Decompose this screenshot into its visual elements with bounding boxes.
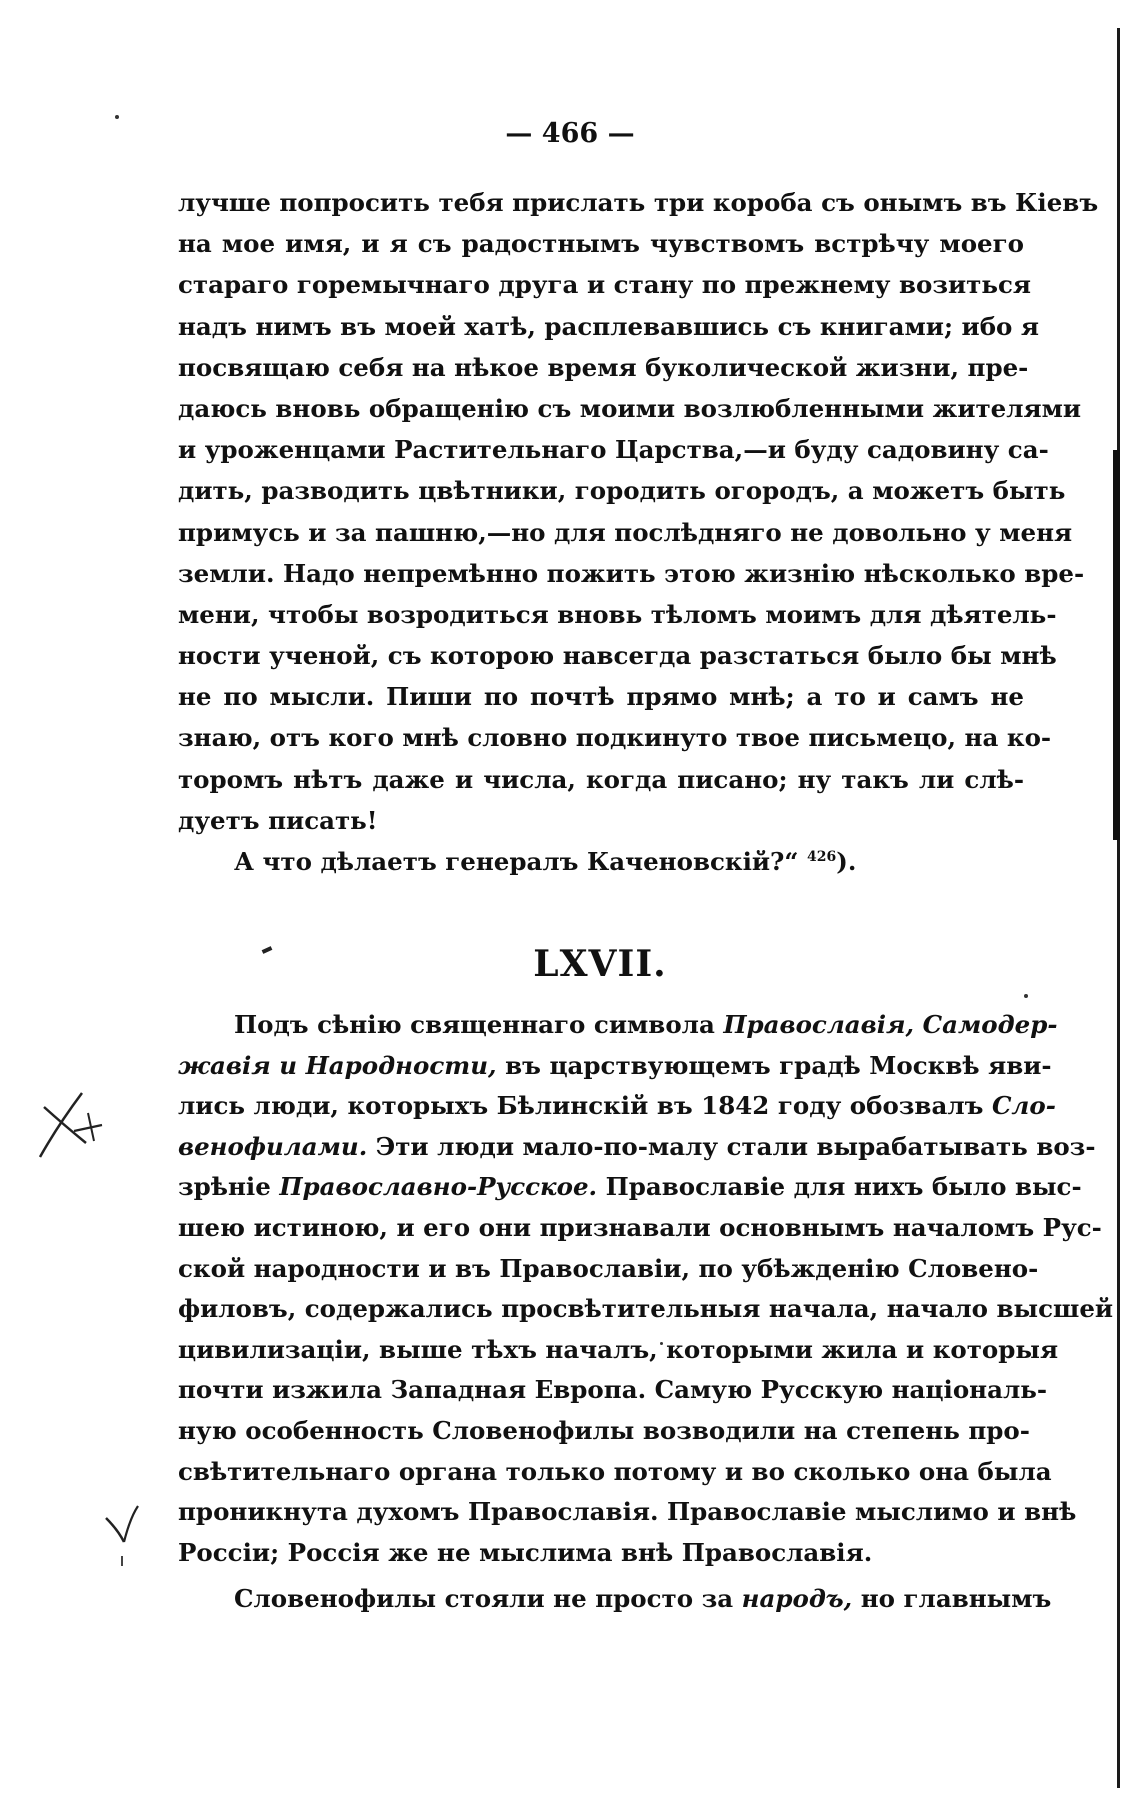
text-line: и уроженцами Растительнаго Царства,—и буду садовину са- bbox=[178, 435, 1049, 465]
text-line: мени, чтобы возродиться вновь тѣломъ моимъ для дѣятель- bbox=[178, 599, 1057, 629]
text-line: лучше попросить тебя прислать три короба съ онымъ въ Кіевъ bbox=[178, 188, 1099, 217]
text-line: шею истиною, и его они признавали основнымъ началомъ Рус- bbox=[178, 1212, 1102, 1242]
section-body bbox=[178, 1005, 1114, 1620]
ink-speck bbox=[1024, 994, 1028, 998]
text-line: стараго горемычнаго друга и стану по прежнему возиться bbox=[178, 270, 1031, 300]
text-line: венофилами. Эти люди мало-по-малу стали вырабатывать воз- bbox=[178, 1131, 1096, 1161]
text-line: свѣтительнаго органа только потому и во сколько она была bbox=[178, 1456, 1052, 1486]
text-line: ную особенность Словенофилы возводили на степень про- bbox=[178, 1415, 1030, 1445]
text-line: земли. Надо непремѣнно пожить этою жизнію нѣсколько вре- bbox=[178, 558, 1085, 588]
text-line: даюсь вновь обращенію съ моими возлюбленными жителями bbox=[178, 393, 1082, 423]
text-line: цивилизаціи, выше тѣхъ началъ, которыми жила и которыя bbox=[178, 1334, 1059, 1364]
text-line: Подъ сѣнію священнаго символа Православія, Самодер- bbox=[234, 1010, 1058, 1039]
text-line: знаю, отъ кого мнѣ словно подкинуто твое письмецо, на ко- bbox=[178, 723, 1052, 753]
closing-tail: ). bbox=[836, 847, 857, 876]
text-line: проникнута духомъ Православія. Православіе мыслимо и внѣ bbox=[178, 1497, 1077, 1527]
text-line: жавія и Народности, въ царствующемъ градѣ Москвѣ яви- bbox=[178, 1050, 1052, 1080]
text-line: филовъ, содержались просвѣтительныя начала, начало высшей bbox=[178, 1294, 1114, 1324]
text-line: почти изжила Западная Европа. Самую Русскую національ- bbox=[178, 1375, 1048, 1405]
text-line: дуетъ писать! bbox=[178, 805, 378, 835]
text-line: ности ученой, съ которою навсегда разстаться было бы мнѣ bbox=[178, 641, 1057, 671]
text-line: примусь и за пашню,—но для послѣдняго не довольно у меня bbox=[178, 517, 1073, 547]
text-line: дить, разводить цвѣтники, городить огородъ, а можетъ быть bbox=[178, 476, 1066, 506]
pencil-cross-mark bbox=[30, 1085, 110, 1165]
closing-line bbox=[178, 841, 1024, 882]
text-line: на мое имя, и я съ радостнымъ чувствомъ встрѣчу моего bbox=[178, 229, 1024, 259]
text-line: надъ нимъ въ моей хатѣ, расплевавшись съ книгами; ибо я bbox=[178, 311, 1040, 341]
section-heading: LXVII. bbox=[533, 943, 667, 985]
text-line: ской народности и въ Православіи, по убѣжденію Словено- bbox=[178, 1253, 1039, 1283]
text-line: посвящаю себя на нѣкое время буколической жизни, пре- bbox=[178, 352, 1029, 382]
text-line: торомъ нѣтъ даже и числа, когда писано; ну такъ ли слѣ- bbox=[178, 764, 1024, 794]
page-edge-line bbox=[1117, 28, 1120, 1788]
page-edge-shadow bbox=[1113, 450, 1120, 840]
text-line: не по мысли. Пиши по почтѣ прямо мнѣ; а то и самъ не bbox=[178, 682, 1024, 712]
text-line: лись люди, которыхъ Бѣлинскій въ 1842 году обозвалъ Сло- bbox=[178, 1091, 1056, 1121]
text-line: Россіи; Россія же не мыслима внѣ Православія. bbox=[178, 1537, 873, 1567]
text-line: Словенофилы стояли не просто за народъ, но главнымъ bbox=[234, 1584, 1052, 1614]
footnote-ref: 426 bbox=[807, 848, 837, 865]
pencil-check-mark bbox=[100, 1500, 160, 1580]
text-line: зрѣніе Православно-Русское. Православіе для нихъ было выс- bbox=[178, 1172, 1082, 1202]
page-number: — 466 — bbox=[505, 118, 635, 149]
closing-text: А что дѣлаетъ генералъ Каченовскій?“ bbox=[234, 847, 799, 876]
letter-continuation bbox=[178, 182, 1099, 882]
